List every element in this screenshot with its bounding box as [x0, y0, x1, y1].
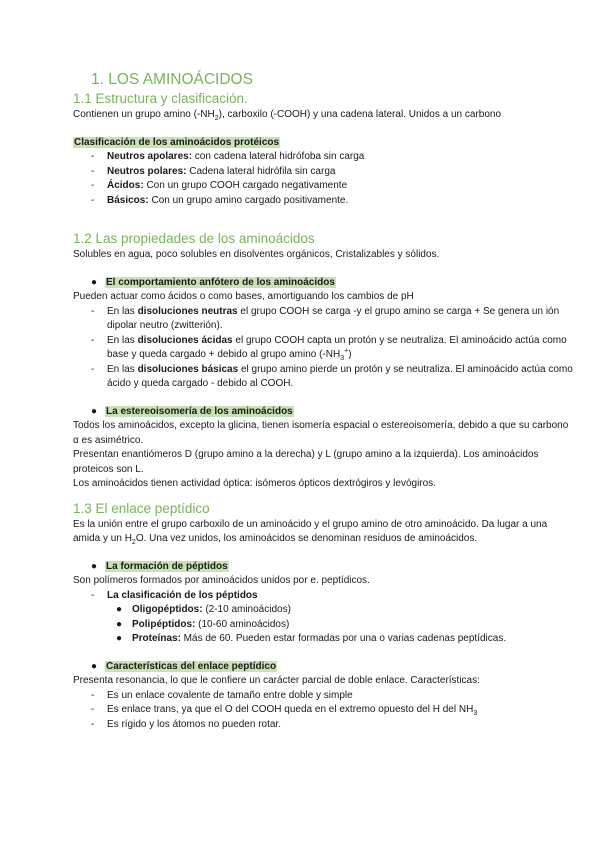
- list-item: - En las disoluciones básicas el grupo amino pierde un protón y se neutraliza. El aminoácido actúa como ácido y queda cargado - debido al COOH.: [73, 363, 576, 392]
- section-3-heading: 1.3 El enlace peptídico: [73, 500, 210, 516]
- list-item: - Es un enlace covalente de tamaño entre doble y simple: [73, 689, 576, 704]
- list-item: - Básicos: Con un grupo amino cargado positivamente.: [73, 194, 576, 209]
- stereo-paragraph-2: Presentan enantiómeros D (grupo amino a la derecha) y L (grupo amino a la izquierda). Los aminoácidos proteicos son L.: [73, 449, 539, 475]
- amphoteric-title: ● El comportamiento anfótero de los aminoácidos: [91, 276, 335, 288]
- list-item: - Ácidos: Con un grupo COOH cargado negativamente: [73, 179, 576, 194]
- classification-title: Clasificación de los aminoácidos protéicos: [74, 136, 280, 148]
- section-2-intro: Solubles en agua, poco solubles en disolventes orgánicos, Cristalizables y sólidos.: [73, 249, 440, 260]
- stereoisomerism-title: ● La estereoisomería de los aminoácidos: [91, 405, 293, 417]
- list-item: - En las disoluciones ácidas el grupo COOH capta un protón y se neutraliza. El aminoácido actúa como base y queda cargado + debido al grupo amino $(-NH_3^+)$: [73, 334, 576, 363]
- list-item: - Es rígido y los átomos no pueden rotar.: [73, 718, 576, 733]
- section-1-heading: 1.1 Estructura y clasificación.: [73, 91, 248, 106]
- amphoteric-list: [73, 305, 576, 392]
- stereo-paragraph-3: Los aminoácidos tienen actividad óptica: isómeros ópticos dextrógiros y levógiros.: [73, 478, 436, 489]
- peptide-bond-intro: Presenta resonancia, lo que le confiere un carácter parcial de doble enlace. Características:: [73, 675, 480, 686]
- list-item: ● Oligopéptidos: (2-10 aminoácidos): [116, 604, 291, 615]
- list-item: - Es enlace trans, ya que el O del COOH queda en el extremo opuesto del H del $NH_3$: [73, 703, 576, 718]
- main-heading: 1. LOS AMINOÁCIDOS: [91, 71, 253, 88]
- list-item: - La clasificación de los péptidos: [73, 589, 576, 604]
- peptide-types-list: [73, 603, 576, 647]
- classification-list: [73, 150, 576, 208]
- peptide-formation-title: ● La formación de péptidos: [91, 560, 228, 572]
- section-3-intro: Es la unión entre el grupo carboxilo de un aminoácido y el grupo amino de otro aminoácido. Da lugar a una amida y un $H_2O$. Una vez unidos, los aminoácidos se denominan residuos de aminoácidos.: [73, 518, 548, 546]
- peptide-classification-list: [73, 589, 576, 604]
- list-item: - En las disoluciones neutras el grupo COOH se carga -y el grupo amino se carga + Se genera un ión dipolar neutro (zwitterión).: [73, 305, 576, 334]
- section-1-intro: Contienen un grupo amino $(-NH_2)$, carboxilo (-COOH) y una cadena lateral. Unidos a un carbono: [73, 109, 502, 122]
- list-item: ● Polipéptidos: (10-60 aminoácidos): [116, 618, 290, 630]
- list-item: - Neutros apolares: con cadena lateral hidrófoba sin carga: [73, 150, 576, 165]
- peptide-bond-title: ● Características del enlace peptídico: [91, 660, 277, 672]
- list-item: ● Proteínas: Más de 60. Pueden estar formadas por una o varias cadenas peptídicas.: [116, 633, 507, 644]
- amphoteric-intro: Pueden actuar como ácidos o como bases, amortiguando los cambios de pH: [73, 291, 414, 302]
- list-item: - Neutros polares: Cadena lateral hidrófila sin carga: [73, 165, 576, 180]
- peptide-bond-list: [73, 689, 576, 733]
- section-2-heading: 1.2 Las propiedades de los aminoácidos: [73, 231, 315, 246]
- stereo-paragraph-1: Todos los aminoácidos, excepto la glicina, tienen isomería espacial o estereoisomería, debido a que su carbono α es asimétrico.: [73, 420, 569, 446]
- peptide-formation-intro: Son polímeros formados por aminoácidos unidos por e. peptídicos.: [73, 575, 370, 586]
